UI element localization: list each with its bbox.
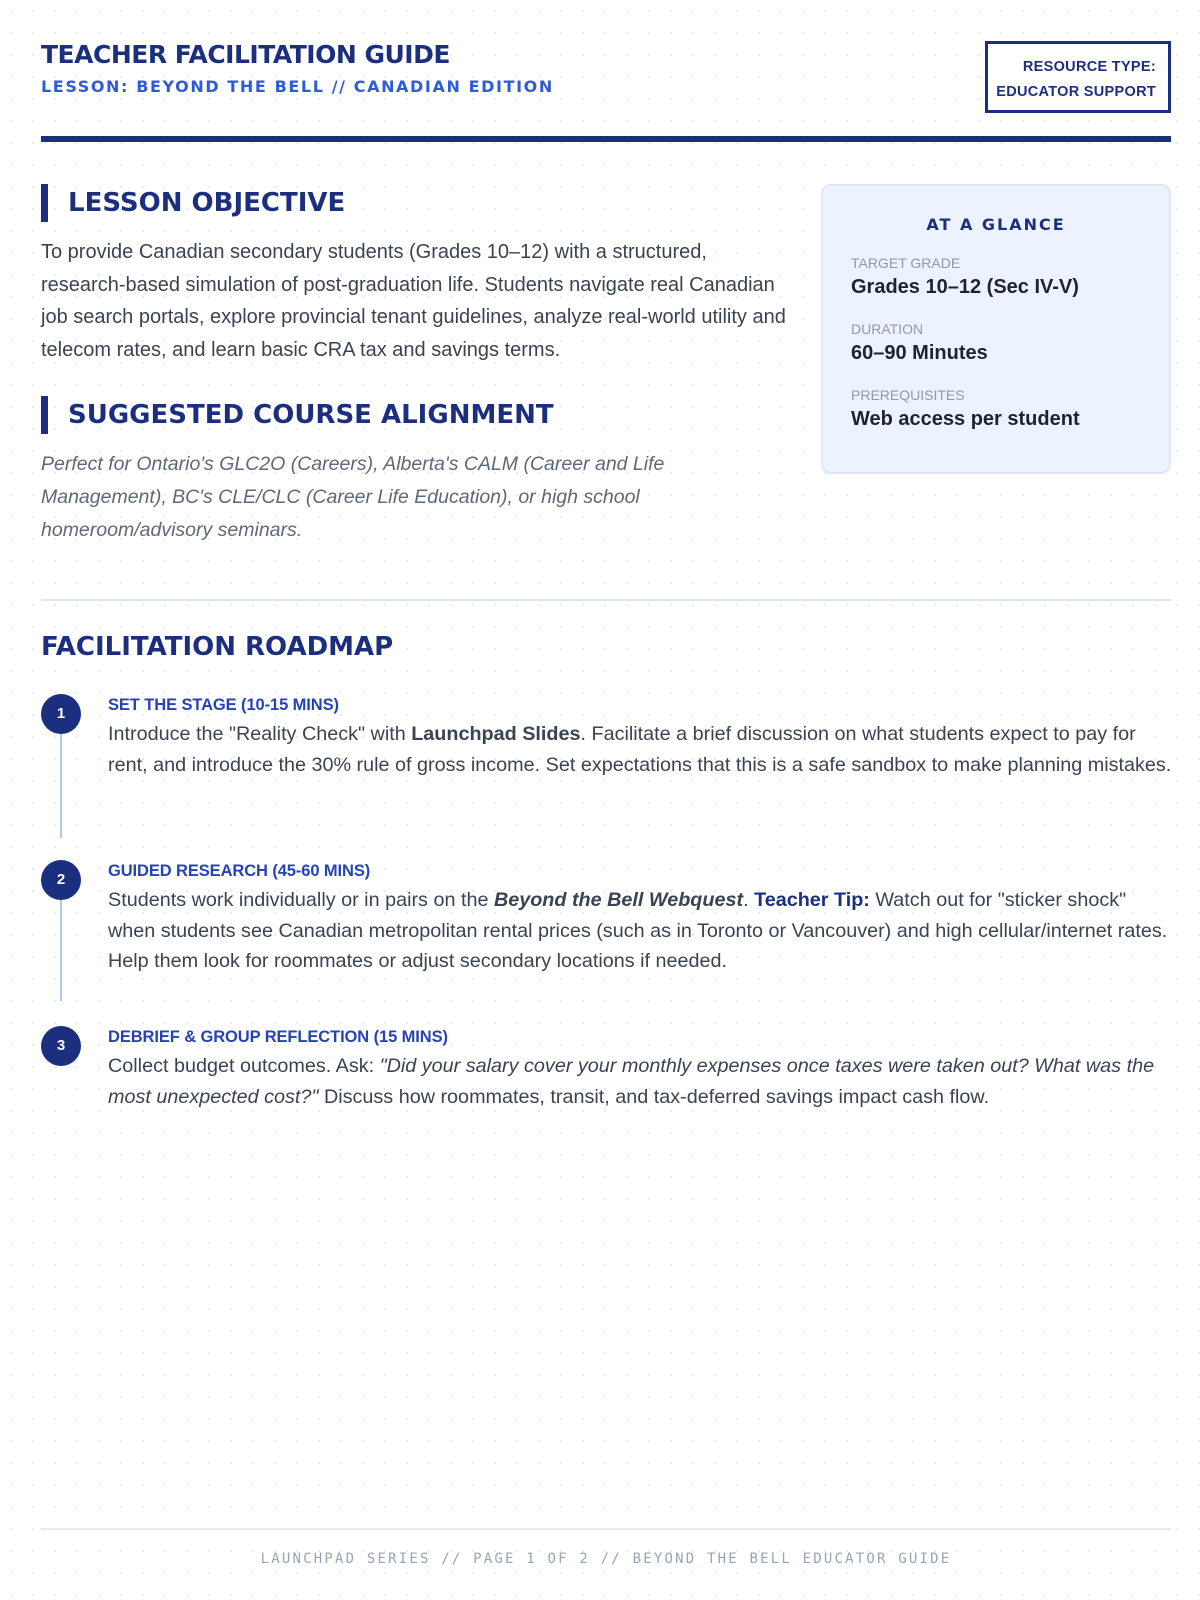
step-title: SET THE STAGE (10-15 MINS) xyxy=(108,696,339,714)
glance-label: PREREQUISITES xyxy=(851,387,965,403)
glance-item-target-grade xyxy=(851,254,1141,302)
course-alignment-heading: SUGGESTED COURSE ALIGNMENT xyxy=(41,396,791,434)
step-title: DEBRIEF & GROUP REFLECTION (15 MINS) xyxy=(108,1028,448,1046)
footer-divider xyxy=(41,1528,1171,1530)
glance-item-duration xyxy=(851,320,1141,368)
launchpad-slides-reference: Launchpad Slides xyxy=(411,723,581,745)
at-a-glance-card xyxy=(821,184,1171,474)
glance-value: Grades 10–12 (Sec IV-V) xyxy=(851,276,1079,298)
timeline-connector xyxy=(60,716,62,838)
step-description xyxy=(108,885,1173,977)
glance-value: 60–90 Minutes xyxy=(851,342,988,364)
glance-item-prerequisites xyxy=(851,386,1141,434)
section-divider xyxy=(41,599,1171,601)
header-divider xyxy=(41,136,1171,142)
step-text: Introduce the "Reality Check" with xyxy=(108,723,412,745)
document-title: TEACHER FACILITATION GUIDE xyxy=(41,40,450,69)
guide-page xyxy=(41,0,1171,1600)
teacher-tip-label: Teacher Tip: xyxy=(754,889,870,911)
step-description xyxy=(108,719,1173,780)
page-footer: LAUNCHPAD SERIES // PAGE 1 OF 2 // BEYOND THE BELL EDUCATOR GUIDE xyxy=(260,1551,952,1567)
at-a-glance-title: AT A GLANCE xyxy=(926,215,1066,234)
step-text: Watch out for "sticker shock" when students see Canadian metropolitan rental prices (such as in Toronto or Vancouver) and high cellular/internet rates. Help them look for roommates or adjust secondary locations if needed. xyxy=(108,889,1168,972)
resource-type-value: EDUCATOR SUPPORT xyxy=(996,84,1156,100)
document-subtitle: LESSON: BEYOND THE BELL // CANADIAN EDITION xyxy=(41,77,554,96)
step-number-badge: 2 xyxy=(41,860,81,900)
step-text: Collect budget outcomes. Ask: xyxy=(108,1055,380,1077)
resource-type-label: RESOURCE TYPE: xyxy=(1022,59,1156,75)
step-text: Students work individually or in pairs on the xyxy=(108,889,494,911)
step-number-badge: 3 xyxy=(41,1026,81,1066)
page-header xyxy=(41,40,1171,118)
step-text: . xyxy=(743,889,755,911)
reflection-question: "Did your salary cover your monthly expenses once taxes were taken out? What was the most unexpected cost?" xyxy=(108,1055,1155,1108)
glance-value: Web access per student xyxy=(851,408,1080,430)
lesson-objective-text: To provide Canadian secondary students (Grades 10–12) with a structured, research-based simulation of post-graduation life. Students navigate real Canadian job search portals, explore provincial tenant guidelines, analyze real-world utility and telecom rates, and learn basic CRA tax and savings terms. xyxy=(41,241,786,361)
lesson-objective-heading: LESSON OBJECTIVE xyxy=(41,184,791,222)
step-text: . Facilitate a brief discussion on what students expect to pay for rent, and introduce the 30% rule of gross income. Set expectations that this is a safe sandbox to make planning mistakes. xyxy=(108,723,1172,776)
course-alignment-text: Perfect for Ontario's GLC2O (Careers), Alberta's CALM (Career and Life Management), BC's CLE/CLC (Career Life Education), or high school homeroom/advisory seminars. xyxy=(41,453,665,541)
webquest-reference: Beyond the Bell Webquest xyxy=(493,889,744,911)
glance-label: DURATION xyxy=(851,321,924,337)
resource-type-badge xyxy=(985,41,1171,113)
step-title: GUIDED RESEARCH (45-60 MINS) xyxy=(108,862,371,880)
glance-label: TARGET GRADE xyxy=(851,255,961,271)
facilitation-roadmap-heading: FACILITATION ROADMAP xyxy=(41,632,394,662)
step-text: Discuss how roommates, transit, and tax-deferred savings impact cash flow. xyxy=(318,1085,990,1108)
step-description xyxy=(108,1051,1173,1112)
step-number-badge: 1 xyxy=(41,694,81,734)
